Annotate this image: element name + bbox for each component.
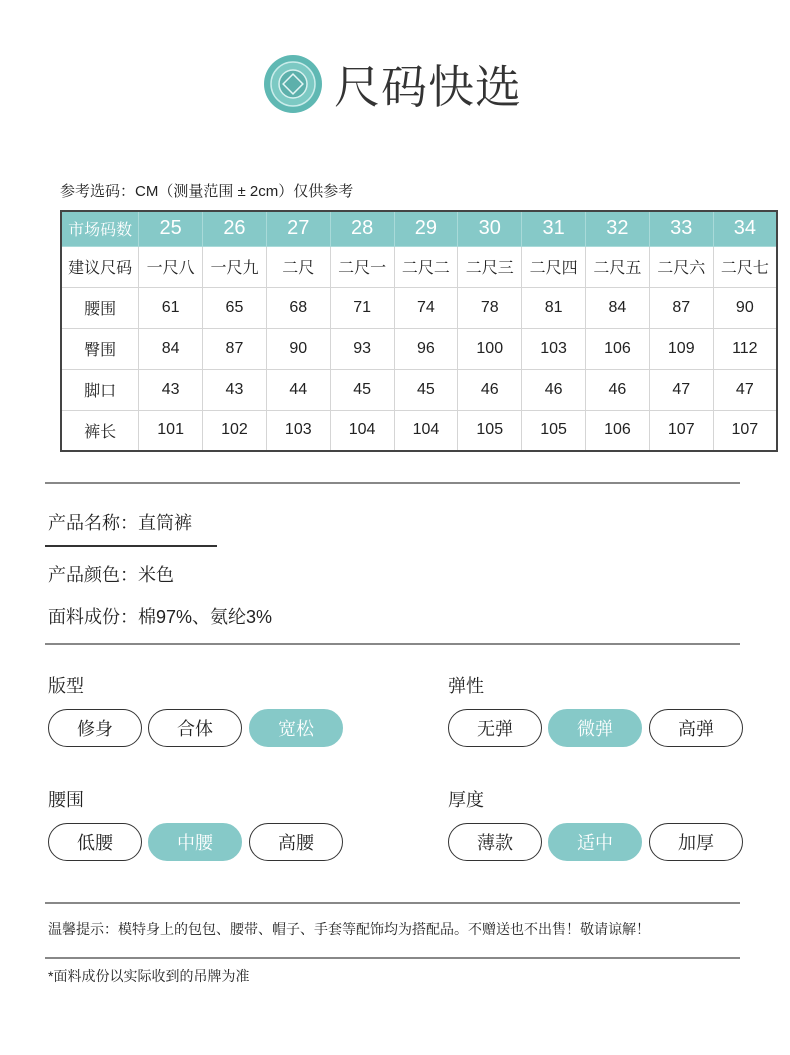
table-cell: 二尺六 <box>649 246 713 287</box>
table-cell: 103 <box>266 410 330 451</box>
table-cell: 二尺一 <box>330 246 394 287</box>
table-header-row <box>61 211 777 246</box>
table-cell: 105 <box>522 410 586 451</box>
page-header <box>262 46 522 122</box>
thickness-label: 厚度 <box>448 790 484 810</box>
table-cell: 二尺 <box>266 246 330 287</box>
table-cell: 33 <box>649 211 713 246</box>
table-cell: 28 <box>330 211 394 246</box>
table-cell: 29 <box>394 211 458 246</box>
table-row <box>61 369 777 410</box>
table-cell: 102 <box>203 410 267 451</box>
table-cell: 45 <box>394 369 458 410</box>
reference-note: 参考选码：CM（测量范围 ± 2cm）仅供参考 <box>60 183 354 200</box>
divider <box>45 482 740 484</box>
table-cell: 90 <box>713 287 777 328</box>
elasticity-option-2[interactable]: 高弹 <box>649 709 743 747</box>
table-cell: 68 <box>266 287 330 328</box>
table-cell: 81 <box>522 287 586 328</box>
product-color: 产品颜色：米色 <box>48 565 174 585</box>
table-cell: 二尺三 <box>458 246 522 287</box>
table-cell: 104 <box>394 410 458 451</box>
thickness-option-1[interactable]: 适中 <box>548 823 642 861</box>
table-cell: 43 <box>139 369 203 410</box>
table-cell: 106 <box>586 410 650 451</box>
table-cell: 78 <box>458 287 522 328</box>
table-cell: 31 <box>522 211 586 246</box>
table-cell: 47 <box>649 369 713 410</box>
elasticity-option-0[interactable]: 无弹 <box>448 709 542 747</box>
table-row <box>61 328 777 369</box>
fit-option-2[interactable]: 宽松 <box>249 709 343 747</box>
table-cell: 二尺五 <box>586 246 650 287</box>
row-label: 脚口 <box>61 369 139 410</box>
table-cell: 84 <box>586 287 650 328</box>
table-cell: 100 <box>458 328 522 369</box>
table-cell: 46 <box>458 369 522 410</box>
elasticity-label: 弹性 <box>448 676 484 696</box>
fabric-note: *面料成份以实际收到的吊牌为准 <box>48 968 250 984</box>
fit-option-1[interactable]: 合体 <box>148 709 242 747</box>
table-cell: 一尺八 <box>139 246 203 287</box>
page-title: 尺码快选 <box>334 61 522 113</box>
fit-label: 版型 <box>48 676 84 696</box>
warm-tip: 温馨提示：模特身上的包包、腰带、帽子、手套等配饰均为搭配品。不赠送也不出售！敬请谅解！ <box>48 921 650 937</box>
table-cell: 45 <box>330 369 394 410</box>
row-label: 市场码数 <box>61 211 139 246</box>
table-cell: 87 <box>649 287 713 328</box>
divider <box>45 643 740 645</box>
elasticity-option-1[interactable]: 微弹 <box>548 709 642 747</box>
table-row <box>61 410 777 451</box>
fit-option-0[interactable]: 修身 <box>48 709 142 747</box>
divider <box>45 545 217 547</box>
table-cell: 30 <box>458 211 522 246</box>
waist-option-2[interactable]: 高腰 <box>249 823 343 861</box>
table-cell: 112 <box>713 328 777 369</box>
table-cell: 103 <box>522 328 586 369</box>
table-cell: 107 <box>713 410 777 451</box>
row-label: 腰围 <box>61 287 139 328</box>
table-cell: 107 <box>649 410 713 451</box>
table-cell: 96 <box>394 328 458 369</box>
table-cell: 104 <box>330 410 394 451</box>
table-cell: 106 <box>586 328 650 369</box>
table-cell: 二尺二 <box>394 246 458 287</box>
table-cell: 109 <box>649 328 713 369</box>
table-cell: 101 <box>139 410 203 451</box>
table-cell: 61 <box>139 287 203 328</box>
table-cell: 43 <box>203 369 267 410</box>
table-cell: 47 <box>713 369 777 410</box>
table-cell: 71 <box>330 287 394 328</box>
table-cell: 25 <box>139 211 203 246</box>
table-cell: 46 <box>522 369 586 410</box>
table-cell: 32 <box>586 211 650 246</box>
row-label: 裤长 <box>61 410 139 451</box>
table-cell: 87 <box>203 328 267 369</box>
product-name: 产品名称：直筒裤 <box>48 513 192 533</box>
table-cell: 26 <box>203 211 267 246</box>
table-cell: 90 <box>266 328 330 369</box>
table-cell: 93 <box>330 328 394 369</box>
table-row <box>61 287 777 328</box>
divider <box>45 902 740 904</box>
table-cell: 二尺四 <box>522 246 586 287</box>
waist-label: 腰围 <box>48 790 84 810</box>
table-cell: 34 <box>713 211 777 246</box>
camellia-flower-icon <box>262 53 324 115</box>
waist-option-1[interactable]: 中腰 <box>148 823 242 861</box>
table-cell: 105 <box>458 410 522 451</box>
size-table <box>60 210 778 452</box>
product-fabric: 面料成份：棉97%、氨纶3% <box>48 607 273 627</box>
thickness-option-2[interactable]: 加厚 <box>649 823 743 861</box>
table-cell: 一尺九 <box>203 246 267 287</box>
table-cell: 27 <box>266 211 330 246</box>
table-cell: 44 <box>266 369 330 410</box>
thickness-option-0[interactable]: 薄款 <box>448 823 542 861</box>
table-row <box>61 246 777 287</box>
row-label: 建议尺码 <box>61 246 139 287</box>
table-cell: 46 <box>586 369 650 410</box>
table-cell: 二尺七 <box>713 246 777 287</box>
waist-option-0[interactable]: 低腰 <box>48 823 142 861</box>
divider <box>45 957 740 959</box>
table-cell: 65 <box>203 287 267 328</box>
row-label: 臀围 <box>61 328 139 369</box>
table-cell: 84 <box>139 328 203 369</box>
table-cell: 74 <box>394 287 458 328</box>
